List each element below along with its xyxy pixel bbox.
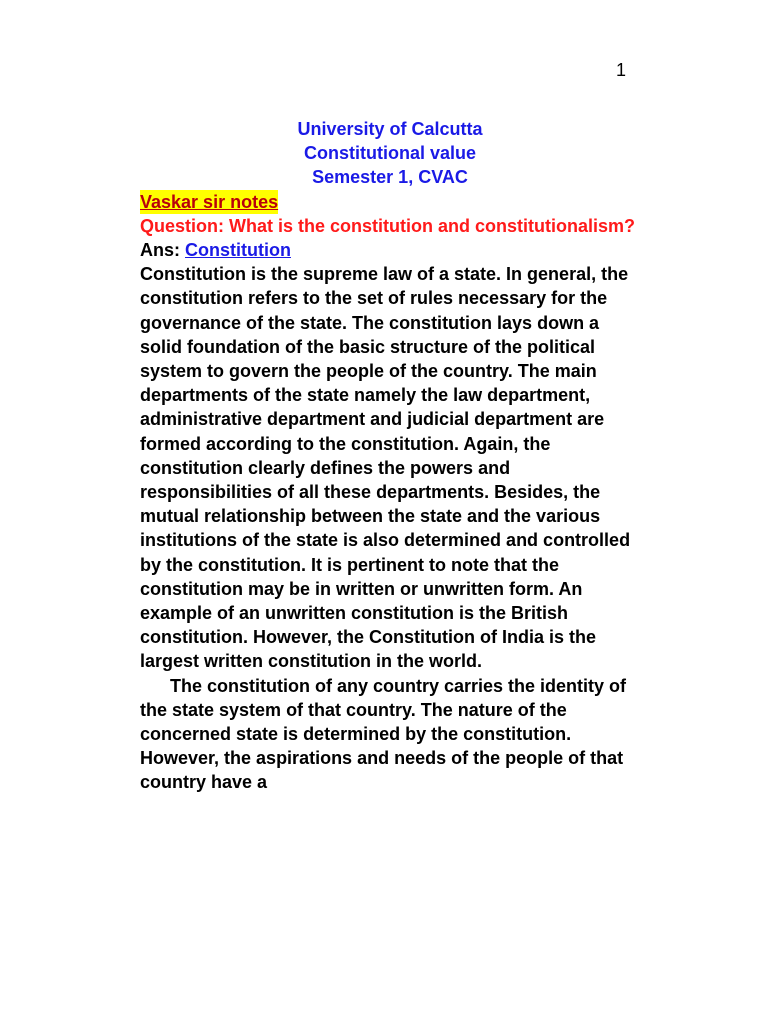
course-title: Constitutional value bbox=[303, 143, 476, 164]
document-body bbox=[140, 117, 640, 795]
paragraph-1: Constitution is the supreme law of a state. In general, the constitution refers to the set of rules necessary for the governance of the state. The constitution lays down a solid foundation of the basic structure of the political system to govern the people of the country. The main departments of the state namely the law department, administrative department and judicial department are formed according to the constitution. Again, the constitution clearly defines the powers and responsibilities of all these departments. Besides, the mutual relationship between the state and the various institutions of the state is also determined and controlled by the constitution. It is pertinent to note that the constitution may be in written or unwritten form. An example of an unwritten constitution is the British constitution. However, the Constitution of India is the largest written constitution in the world. bbox=[140, 264, 631, 672]
question-heading: Question: What is the constitution and constitutionalism? bbox=[140, 215, 635, 236]
paragraph-2: The constitution of any country carries the identity of the state system of that country. The nature of the concerned state is determined by the constitution. However, the aspirations and needs of the people of that country have a bbox=[140, 675, 627, 793]
university-title: University of Calcutta bbox=[297, 119, 483, 139]
page-number: 1 bbox=[616, 60, 627, 80]
semester-title: Semester 1, CVAC bbox=[312, 167, 468, 188]
author-note: Vaskar sir notes bbox=[140, 190, 278, 214]
document-title-block bbox=[140, 117, 640, 190]
author-note-line bbox=[140, 190, 640, 214]
answer-topic-link[interactable]: Constitution bbox=[185, 240, 291, 261]
answer-prefix: Ans: bbox=[140, 240, 185, 261]
answer-line bbox=[140, 238, 640, 262]
